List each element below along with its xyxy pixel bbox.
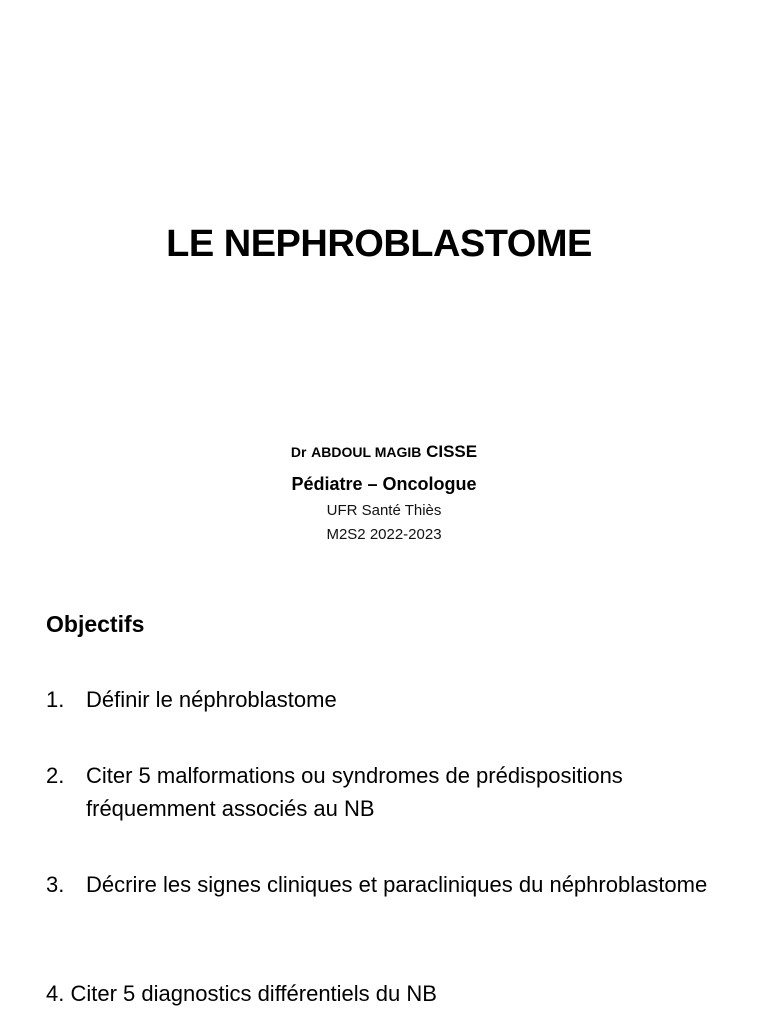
objective-number: 1. bbox=[46, 687, 65, 712]
objective-number: 2. bbox=[46, 763, 65, 788]
author-block bbox=[0, 440, 768, 546]
objectives-heading: Objectifs bbox=[46, 611, 145, 637]
objective-item bbox=[46, 977, 746, 1010]
author-name bbox=[0, 440, 768, 464]
document-title: LE NEPHROBLASTOME bbox=[166, 223, 592, 265]
objective-text: Décrire les signes cliniques et paracliniques du néphroblastome bbox=[86, 872, 708, 897]
academic-level: M2S2 bbox=[326, 526, 366, 543]
objective-text: Définir le néphroblastome bbox=[86, 687, 337, 712]
objective-number: 4. bbox=[46, 981, 65, 1006]
objective-item bbox=[46, 683, 746, 716]
objective-item bbox=[46, 868, 746, 901]
objective-text: Citer 5 malformations ou syndromes de prédispositions fréquemment associés au NB bbox=[86, 763, 623, 821]
author-given-name: ABDOUL MAGIB bbox=[311, 444, 422, 460]
author-prefix: Dr bbox=[290, 444, 307, 460]
objective-number: 3. bbox=[46, 872, 65, 897]
author-institution: UFR Santé Thiès bbox=[326, 502, 442, 519]
academic-year bbox=[0, 524, 768, 546]
author-specialty: Pédiatre – Oncologue bbox=[291, 474, 477, 494]
objective-item bbox=[46, 759, 746, 825]
author-surname: CISSE bbox=[426, 442, 478, 461]
academic-year-range: 2022-2023 bbox=[369, 526, 442, 543]
objective-text: Citer 5 diagnostics différentiels du NB bbox=[70, 981, 437, 1006]
